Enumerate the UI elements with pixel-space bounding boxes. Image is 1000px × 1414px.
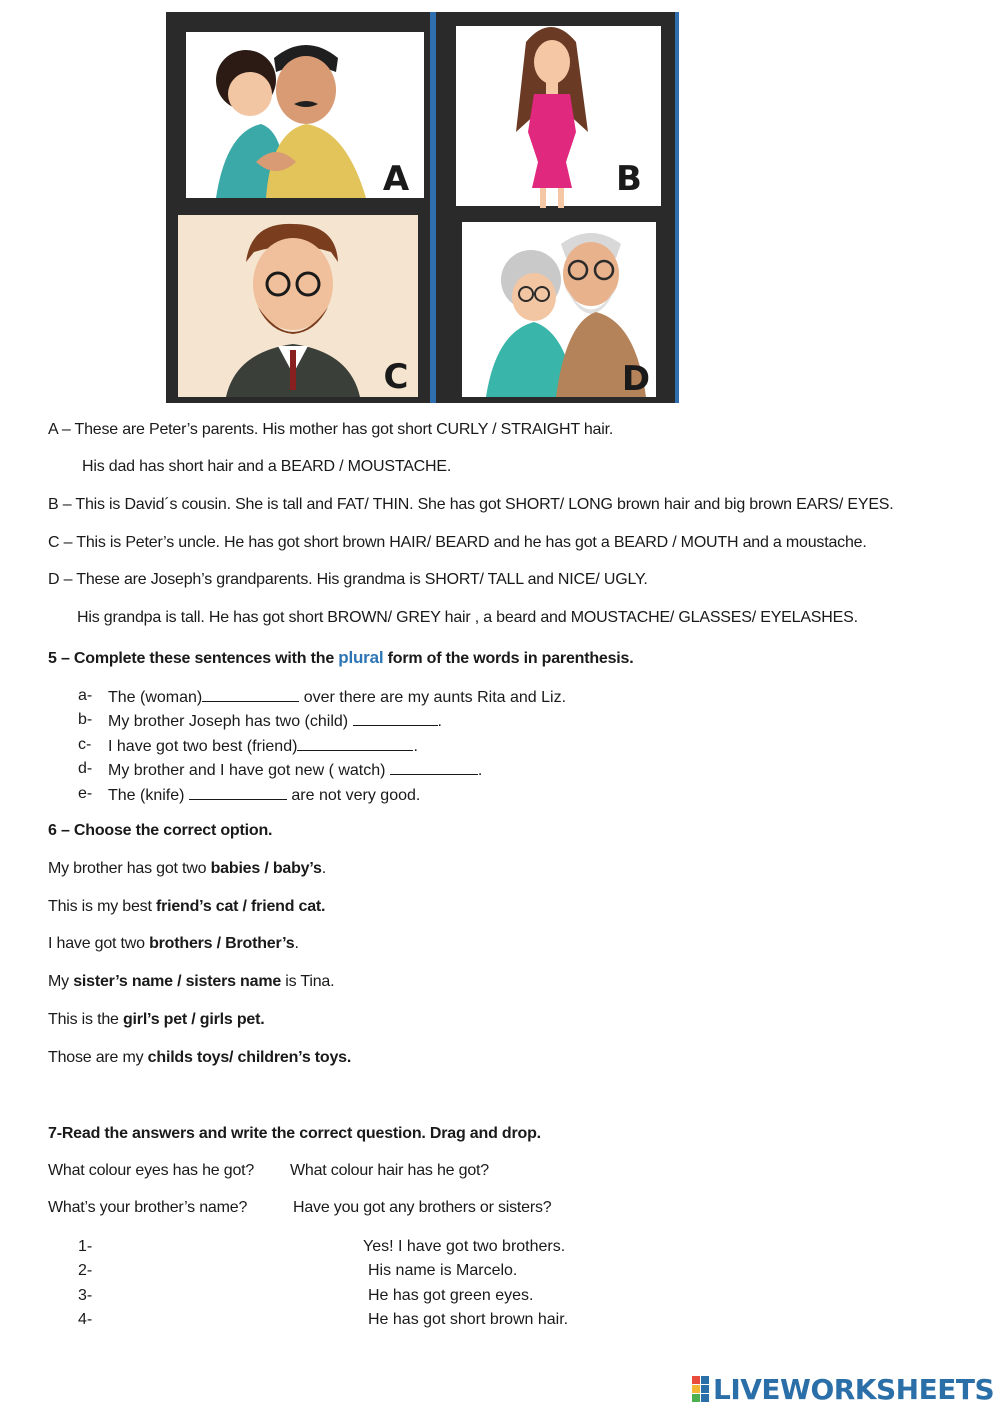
family-pictures-grid [166,12,679,403]
list-marker: a- [78,687,93,704]
exercise6-item-4 [48,973,334,991]
sentence-pre: Those are my [48,1049,148,1066]
sentence-after: over there are my aunts Rita and Liz. [299,689,567,706]
answer-1: Yes! I have got two brothers. [363,1238,566,1255]
exercise4-line-a: A – These are Peter’s parents. His mother has got short CURLY / STRAIGHT hair. [48,421,614,438]
sentence-pre: My [48,973,74,990]
sentence-after: . [413,738,418,755]
answer-blank[interactable] [297,736,413,751]
answer-4: He has got short brown hair. [368,1311,569,1328]
exercise7-heading: 7-Read the answers and write the correct question. Drag and drop. [48,1125,541,1142]
picture-b-cousin [456,26,661,208]
list-marker: e- [78,785,93,802]
drop-slot-marker-1[interactable]: 1- [78,1238,93,1255]
picture-d-grandparents [462,222,656,399]
sentence-before: I have got two best (friend) [108,738,298,755]
sentence-pre: I have got two [48,935,150,952]
sentence-after: . [477,762,483,779]
exercise5-heading-highlight: plural [338,648,384,667]
sentence-before: The (woman) [108,689,203,706]
question-option-siblings[interactable]: Have you got any brothers or sisters? [293,1199,552,1216]
answer-blank[interactable] [353,711,438,726]
option-choice[interactable]: childs toys/ children’s toys. [147,1049,352,1066]
exercise4-line-a-dad: His dad has short hair and a BEARD / MOUSTACHE. [82,458,452,475]
sentence-after: . [437,713,442,730]
question-option-hair[interactable]: What colour hair has he got? [290,1162,489,1179]
exercise6-item-1 [48,860,326,878]
list-marker: d- [78,760,93,777]
drop-slot-marker-2[interactable]: 2- [78,1262,93,1279]
logo-text: LIVEWORKSHEETS [713,1372,995,1406]
sentence-after: are not very good. [286,787,421,804]
exercise5-heading [48,648,634,668]
list-marker: c- [78,736,92,753]
exercise4-line-b: B – This is David´s cousin. She is tall and FAT/ THIN. She has got SHORT/ LONG brown hair and big brown EARS/ EYES. [48,496,894,513]
option-choice[interactable]: brothers / Brother’s [149,935,295,952]
exercise6-item-5 [48,1011,264,1029]
sentence-post: is Tina. [281,973,335,990]
drop-slot-marker-4[interactable]: 4- [78,1311,93,1328]
exercise4-line-d-grandpa: His grandpa is tall. He has got short BROWN/ GREY hair , a beard and MOUSTACHE/ GLASSES/ EYELASHES. [77,609,858,626]
sentence-post: . [294,935,299,952]
sentence-before: The (knife) [108,787,189,804]
sentence-post: . [321,860,326,877]
exercise6-item-2 [48,898,325,916]
answer-blank[interactable] [189,785,287,800]
picture-label-a: A [382,159,410,199]
answer-3: He has got green eyes. [368,1287,534,1304]
exercise6-heading: 6 – Choose the correct option. [48,822,273,839]
picture-label-d: D [621,359,651,399]
option-choice[interactable]: girl’s pet / girls pet. [122,1011,265,1028]
answer-2: His name is Marcelo. [368,1262,518,1279]
picture-a-parents [186,32,424,199]
picture-c-uncle [178,215,418,397]
question-option-eyes[interactable]: What colour eyes has he got? [48,1162,255,1179]
exercise6-item-6 [48,1049,351,1067]
option-choice[interactable]: friend’s cat / friend cat. [155,898,326,915]
exercise5-heading-post: form of the words in parenthesis. [383,650,634,667]
sentence-pre: This is my best [48,898,156,915]
sentence-pre: This is the [48,1011,123,1028]
question-option-name[interactable]: What’s your brother’s name? [48,1199,248,1216]
answer-blank[interactable] [202,687,299,702]
sentence-before: My brother and I have got new ( watch) [108,762,390,779]
exercise4-line-c: C – This is Peter’s uncle. He has got short brown HAIR/ BEARD and he has got a BEARD / MOUTH and a moustache. [48,534,867,551]
answer-blank[interactable] [390,760,478,775]
logo-mark-icon [692,1376,709,1402]
sentence-before: My brother Joseph has two (child) [108,713,353,730]
liveworksheets-logo [692,1372,994,1406]
option-choice[interactable]: babies / baby’s [210,860,322,877]
option-choice[interactable]: sister’s name / sisters name [73,973,282,990]
sentence-pre: My brother has got two [48,860,211,877]
picture-label-b: B [616,159,642,199]
exercise4-line-d: D – These are Joseph’s grandparents. His grandma is SHORT/ TALL and NICE/ UGLY. [48,571,648,588]
exercise6-item-3 [48,935,299,953]
picture-label-c: C [383,357,409,397]
drop-slot-marker-3[interactable]: 3- [78,1287,93,1304]
list-marker: b- [78,711,93,728]
exercise5-heading-pre: 5 – Complete these sentences with the [48,650,339,667]
